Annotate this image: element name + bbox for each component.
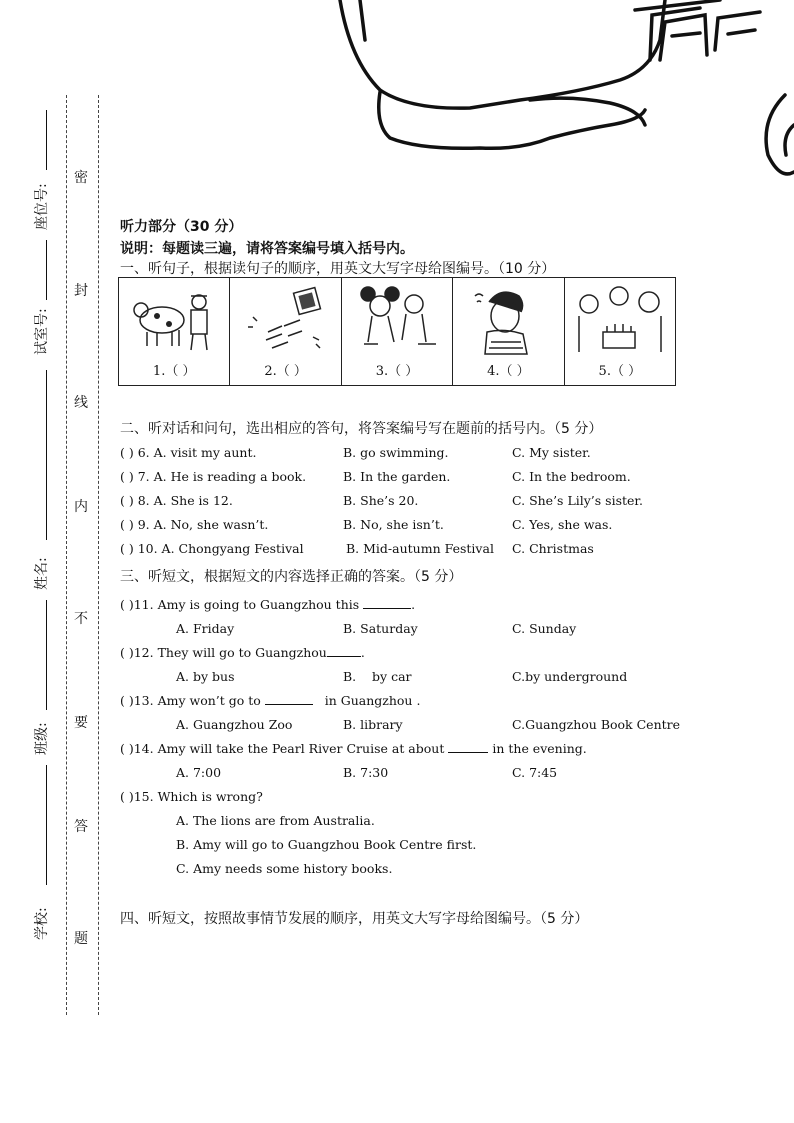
q8-option-c: C. She’s Lily’s sister. bbox=[512, 493, 643, 508]
room-number-line bbox=[46, 240, 47, 300]
q12-option-a: A. by bus bbox=[176, 669, 235, 684]
q8-stem: ( ) 8. A. She is 12. bbox=[120, 493, 233, 508]
q13-text-end: in Guangzhou . bbox=[324, 693, 421, 708]
q11-stem: ( )11. Amy is going to Guangzhou this . bbox=[120, 597, 416, 612]
seal-char: 答 bbox=[74, 819, 88, 835]
q11-option-c: C. Sunday bbox=[512, 621, 577, 636]
q10-option-b: B. Mid-autumn Festival bbox=[346, 541, 494, 556]
q12-text: ( )12. They will go to Guangzhou bbox=[120, 645, 327, 660]
q6-option-b: B. go swimming. bbox=[343, 445, 449, 460]
q13-text: ( )13. Amy won’t go to bbox=[120, 693, 261, 708]
q14-stem bbox=[120, 741, 587, 756]
decorative-sketch bbox=[320, 0, 794, 200]
picture-cell-1 bbox=[119, 278, 230, 385]
q13-option-c: C.Guangzhou Book Centre bbox=[512, 717, 681, 732]
q12-stem: ( )12. They will go to Guangzhou . bbox=[120, 645, 365, 660]
picture-table bbox=[118, 277, 676, 386]
seal-char: 题 bbox=[74, 931, 88, 947]
q12-blank bbox=[327, 656, 361, 657]
q11-blank bbox=[363, 608, 411, 609]
seal-char: 要 bbox=[74, 715, 88, 731]
q7-option-c: C. In the bedroom. bbox=[512, 469, 631, 484]
instruction: 说明：每题读三遍，请将答案编号填入括号内。 bbox=[120, 241, 414, 257]
q13-stem bbox=[120, 693, 420, 708]
cow-farmer-picture bbox=[127, 282, 222, 357]
name-label: 姓名: bbox=[34, 557, 50, 590]
seal-char: 内 bbox=[74, 499, 88, 515]
q15-option-a: A. The lions are from Australia. bbox=[176, 813, 375, 828]
q7-stem: ( ) 7. A. He is reading a book. bbox=[120, 469, 307, 484]
q12-option-c: C.by underground bbox=[512, 669, 628, 684]
seal-char: 线 bbox=[74, 395, 88, 411]
picture-cell-5 bbox=[565, 278, 675, 385]
picture-cell-2 bbox=[230, 278, 341, 385]
section-3-title: 三、听短文，根据短文的内容选择正确的答案。（5 分） bbox=[120, 569, 463, 585]
q15-stem: ( )15. Which is wrong? bbox=[120, 789, 263, 804]
section-1-title: 一、听句子，根据读句子的顺序，用英文大写字母给图编号。（10 分） bbox=[120, 261, 556, 277]
class-label: 班级: bbox=[34, 722, 50, 755]
picture-caption-3: 3.（ ） bbox=[375, 364, 419, 379]
room-number-label: 试室号: bbox=[34, 308, 50, 355]
cartoon-friends-picture bbox=[350, 282, 445, 357]
q10-stem: ( ) 10. A. Chongyang Festival bbox=[120, 541, 304, 556]
seal-dashed-line-right bbox=[98, 95, 99, 1015]
q14-option-b: B. 7:30 bbox=[343, 765, 389, 780]
seat-number-line bbox=[46, 110, 47, 170]
seal-char: 封 bbox=[74, 283, 88, 299]
q14-blank bbox=[448, 752, 488, 753]
birthday-party-picture bbox=[573, 282, 668, 357]
q9-option-c: C. Yes, she was. bbox=[512, 517, 613, 532]
picture-caption-1: 1.（ ） bbox=[152, 364, 196, 379]
picture-cell-4 bbox=[453, 278, 564, 385]
q6-stem: ( ) 6. A. visit my aunt. bbox=[120, 445, 257, 460]
q14-text-end: in the evening. bbox=[492, 741, 587, 756]
picture-cell-3 bbox=[342, 278, 453, 385]
q8-option-b: B. She’s 20. bbox=[343, 493, 419, 508]
q12-option-b: B. by car bbox=[343, 669, 412, 684]
section-2-title: 二、听对话和问句，选出相应的答句，将答案编号写在题前的括号内。（5 分） bbox=[120, 421, 603, 437]
q14-text: ( )14. Amy will take the Pearl River Cruise at about bbox=[120, 741, 445, 756]
q11-option-b: B. Saturday bbox=[343, 621, 418, 636]
man-on-phone-picture bbox=[461, 282, 556, 357]
firecrackers-picture bbox=[238, 282, 333, 357]
q6-option-c: C. My sister. bbox=[512, 445, 591, 460]
picture-caption-4: 4.（ ） bbox=[487, 364, 530, 379]
school-line bbox=[46, 765, 47, 885]
q9-stem: ( ) 9. A. No, she wasn’t. bbox=[120, 517, 269, 532]
name-line bbox=[46, 370, 47, 540]
q11-text: ( )11. Amy is going to Guangzhou this bbox=[120, 597, 360, 612]
q14-option-c: C. 7:45 bbox=[512, 765, 558, 780]
q9-option-b: B. No, she isn’t. bbox=[343, 517, 444, 532]
seal-dashed-line-left bbox=[66, 95, 67, 1015]
seat-number-label: 座位号: bbox=[34, 183, 50, 230]
q14-option-a: A. 7:00 bbox=[176, 765, 222, 780]
q10-option-c: C. Christmas bbox=[512, 541, 594, 556]
q11-option-a: A. Friday bbox=[176, 621, 235, 636]
seal-char: 不 bbox=[74, 611, 88, 627]
q15-option-c: C. Amy needs some history books. bbox=[176, 861, 393, 876]
q13-option-a: A. Guangzhou Zoo bbox=[176, 717, 293, 732]
seal-char: 密 bbox=[74, 170, 88, 186]
picture-caption-5: 5.（ ） bbox=[598, 364, 642, 379]
part-title: 听力部分（30 分） bbox=[120, 219, 243, 235]
q15-option-b: B. Amy will go to Guangzhou Book Centre first. bbox=[176, 837, 477, 852]
q13-blank bbox=[265, 704, 313, 705]
q7-option-b: B. In the garden. bbox=[343, 469, 451, 484]
class-line bbox=[46, 600, 47, 710]
section-4-title: 四、听短文，按照故事情节发展的顺序，用英文大写字母给图编号。（5 分） bbox=[120, 911, 589, 927]
school-label: 学校: bbox=[34, 907, 50, 940]
picture-caption-2: 2.（ ） bbox=[264, 364, 307, 379]
q13-option-b: B. library bbox=[343, 717, 403, 732]
